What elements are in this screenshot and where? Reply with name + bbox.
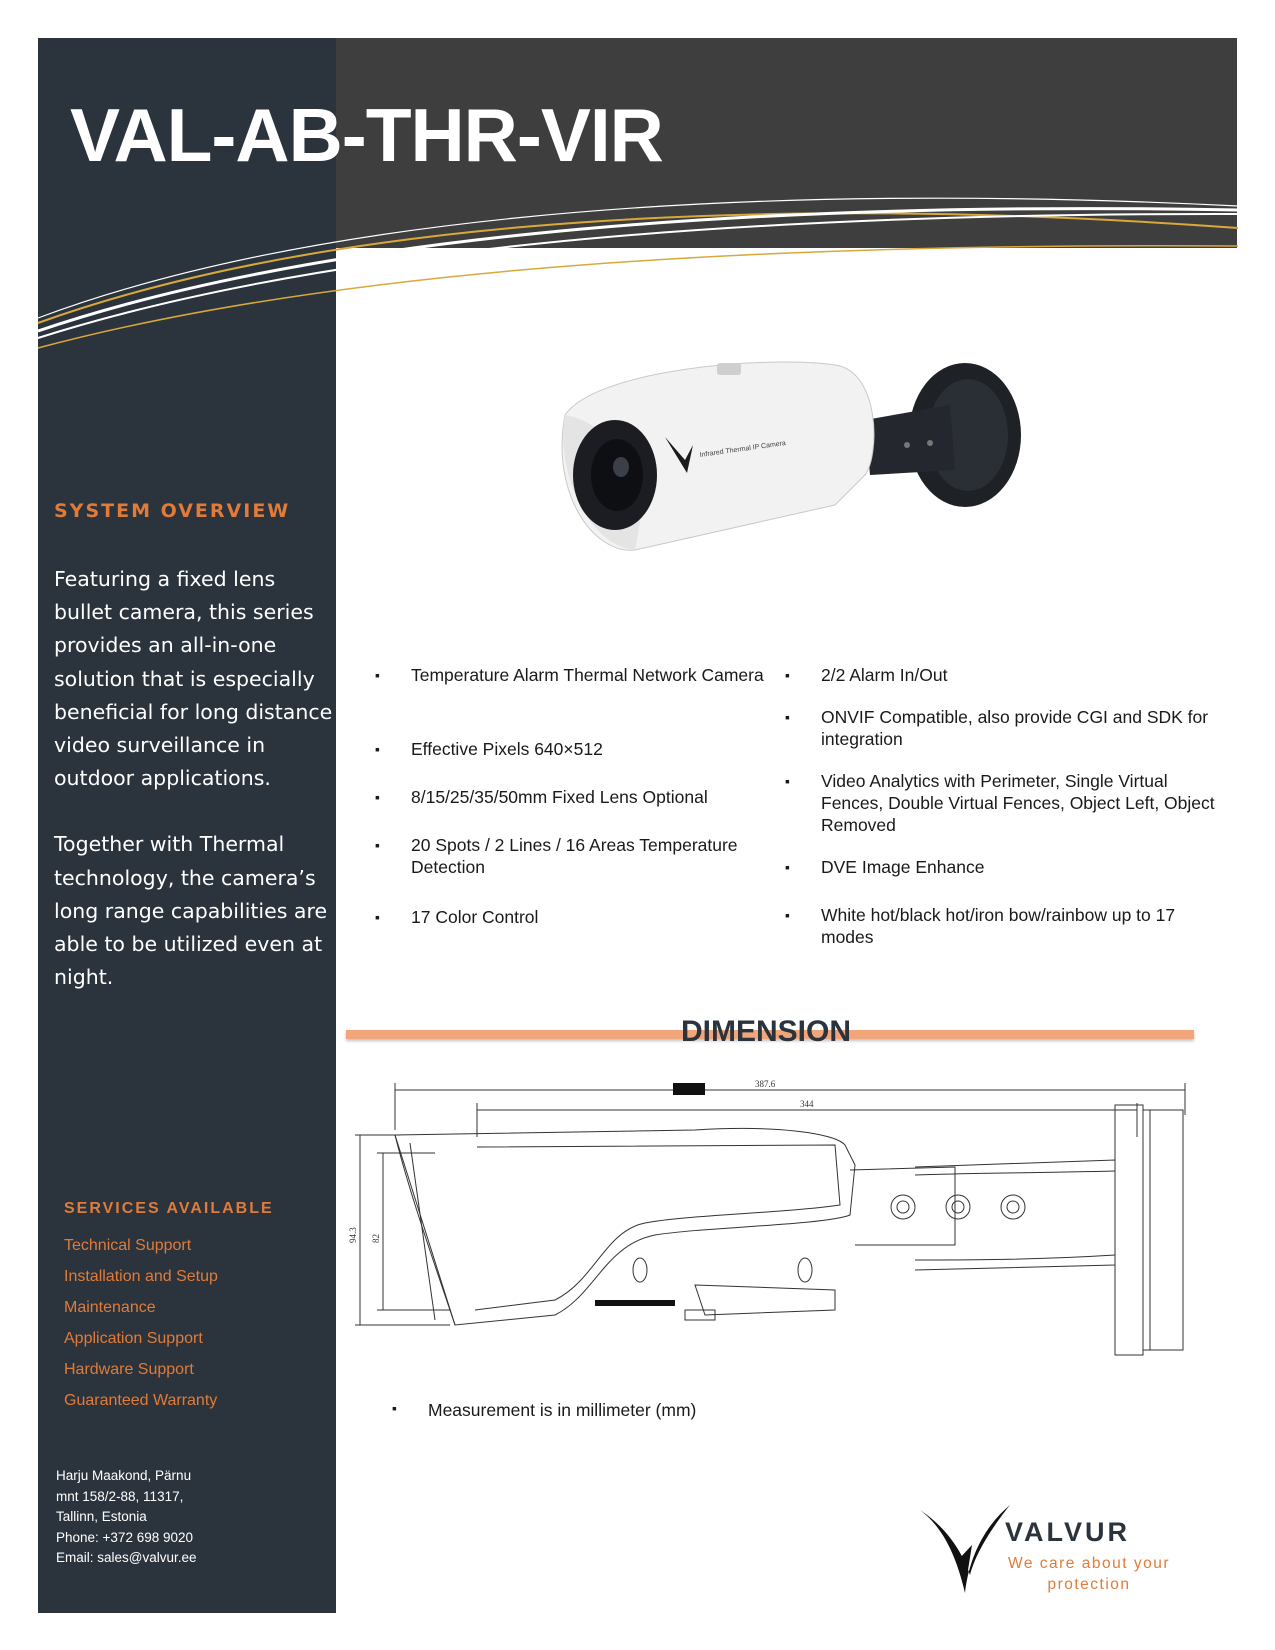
service-item: Installation and Setup <box>64 1268 218 1285</box>
feature-item: ▪ DVE Image Enhance <box>785 856 1221 878</box>
page-title: VAL-AB-THR-VIR <box>70 93 663 177</box>
feature-item: ▪ Video Analytics with Perimeter, Single Virtual Fences, Double Virtual Fences, Object Left, Object Removed <box>785 770 1221 836</box>
feature-item: ▪ Effective Pixels 640×512 <box>375 738 771 760</box>
address-line: mnt 158/2-88, 11317, <box>56 1488 184 1504</box>
dimension-heading: DIMENSION <box>680 1015 851 1048</box>
feature-item: ▪ White hot/black hot/iron bow/rainbow up to 17 modes <box>785 904 1191 948</box>
housing-length-label: 344 <box>800 1099 814 1109</box>
overview-heading: SYSTEM OVERVIEW <box>54 500 291 522</box>
service-item: Guaranteed Warranty <box>64 1392 218 1409</box>
address-line: Harju Maakond, Pärnu <box>56 1468 192 1483</box>
bullet-camera-icon <box>535 345 1075 585</box>
service-item: Maintenance <box>64 1299 156 1316</box>
swoosh-decoration <box>38 38 1238 358</box>
housing-height-label: 82 <box>371 1234 381 1243</box>
feature-item: ▪ Temperature Alarm Thermal Network Camera <box>375 664 771 686</box>
brand-name: VALVUR <box>1005 1517 1130 1547</box>
feature-item: ▪ 20 Spots / 2 Lines / 16 Areas Temperature Detection <box>375 834 771 878</box>
feature-item: ▪ 2/2 Alarm In/Out <box>785 664 1221 686</box>
phone-line: Phone: +372 698 9020 <box>56 1529 194 1545</box>
service-item: Technical Support <box>64 1237 192 1254</box>
service-item: Application Support <box>64 1330 203 1347</box>
measurement-note: ▪ Measurement is in millimeter (mm) <box>392 1400 696 1421</box>
overview-paragraph: Featuring a fixed lens bullet camera, this series provides an all-in-one solution that is especially beneficial for long distance video surveillance in outdoor applications. <box>54 567 333 791</box>
contact-address <box>56 1466 197 1569</box>
overview-paragraph: Together with Thermal technology, the camera’s long range capabilities are able to be utilized even at night. <box>54 832 328 990</box>
feature-item: ▪ ONVIF Compatible, also provide CGI and SDK for integration <box>785 706 1221 750</box>
email-line: Email: sales@valvur.ee <box>56 1550 197 1565</box>
feature-item: ▪ 17 Color Control <box>375 906 771 928</box>
camera-label: Infrared Thermal IP Camera <box>699 439 787 459</box>
address-line: Tallinn, Estonia <box>56 1509 147 1524</box>
overview-text <box>54 563 339 1027</box>
overall-length-label: 387.6 <box>755 1079 776 1089</box>
service-item: Hardware Support <box>64 1361 194 1378</box>
overall-height-label: 94.3 <box>348 1227 358 1243</box>
feature-item: ▪ 8/15/25/35/50mm Fixed Lens Optional <box>375 786 771 808</box>
dimension-drawing <box>348 1075 1200 1360</box>
services-list <box>64 1236 218 1422</box>
brand-tagline: We care about your protection <box>1008 1555 1170 1593</box>
services-heading: SERVICES AVAILABLE <box>64 1200 274 1217</box>
